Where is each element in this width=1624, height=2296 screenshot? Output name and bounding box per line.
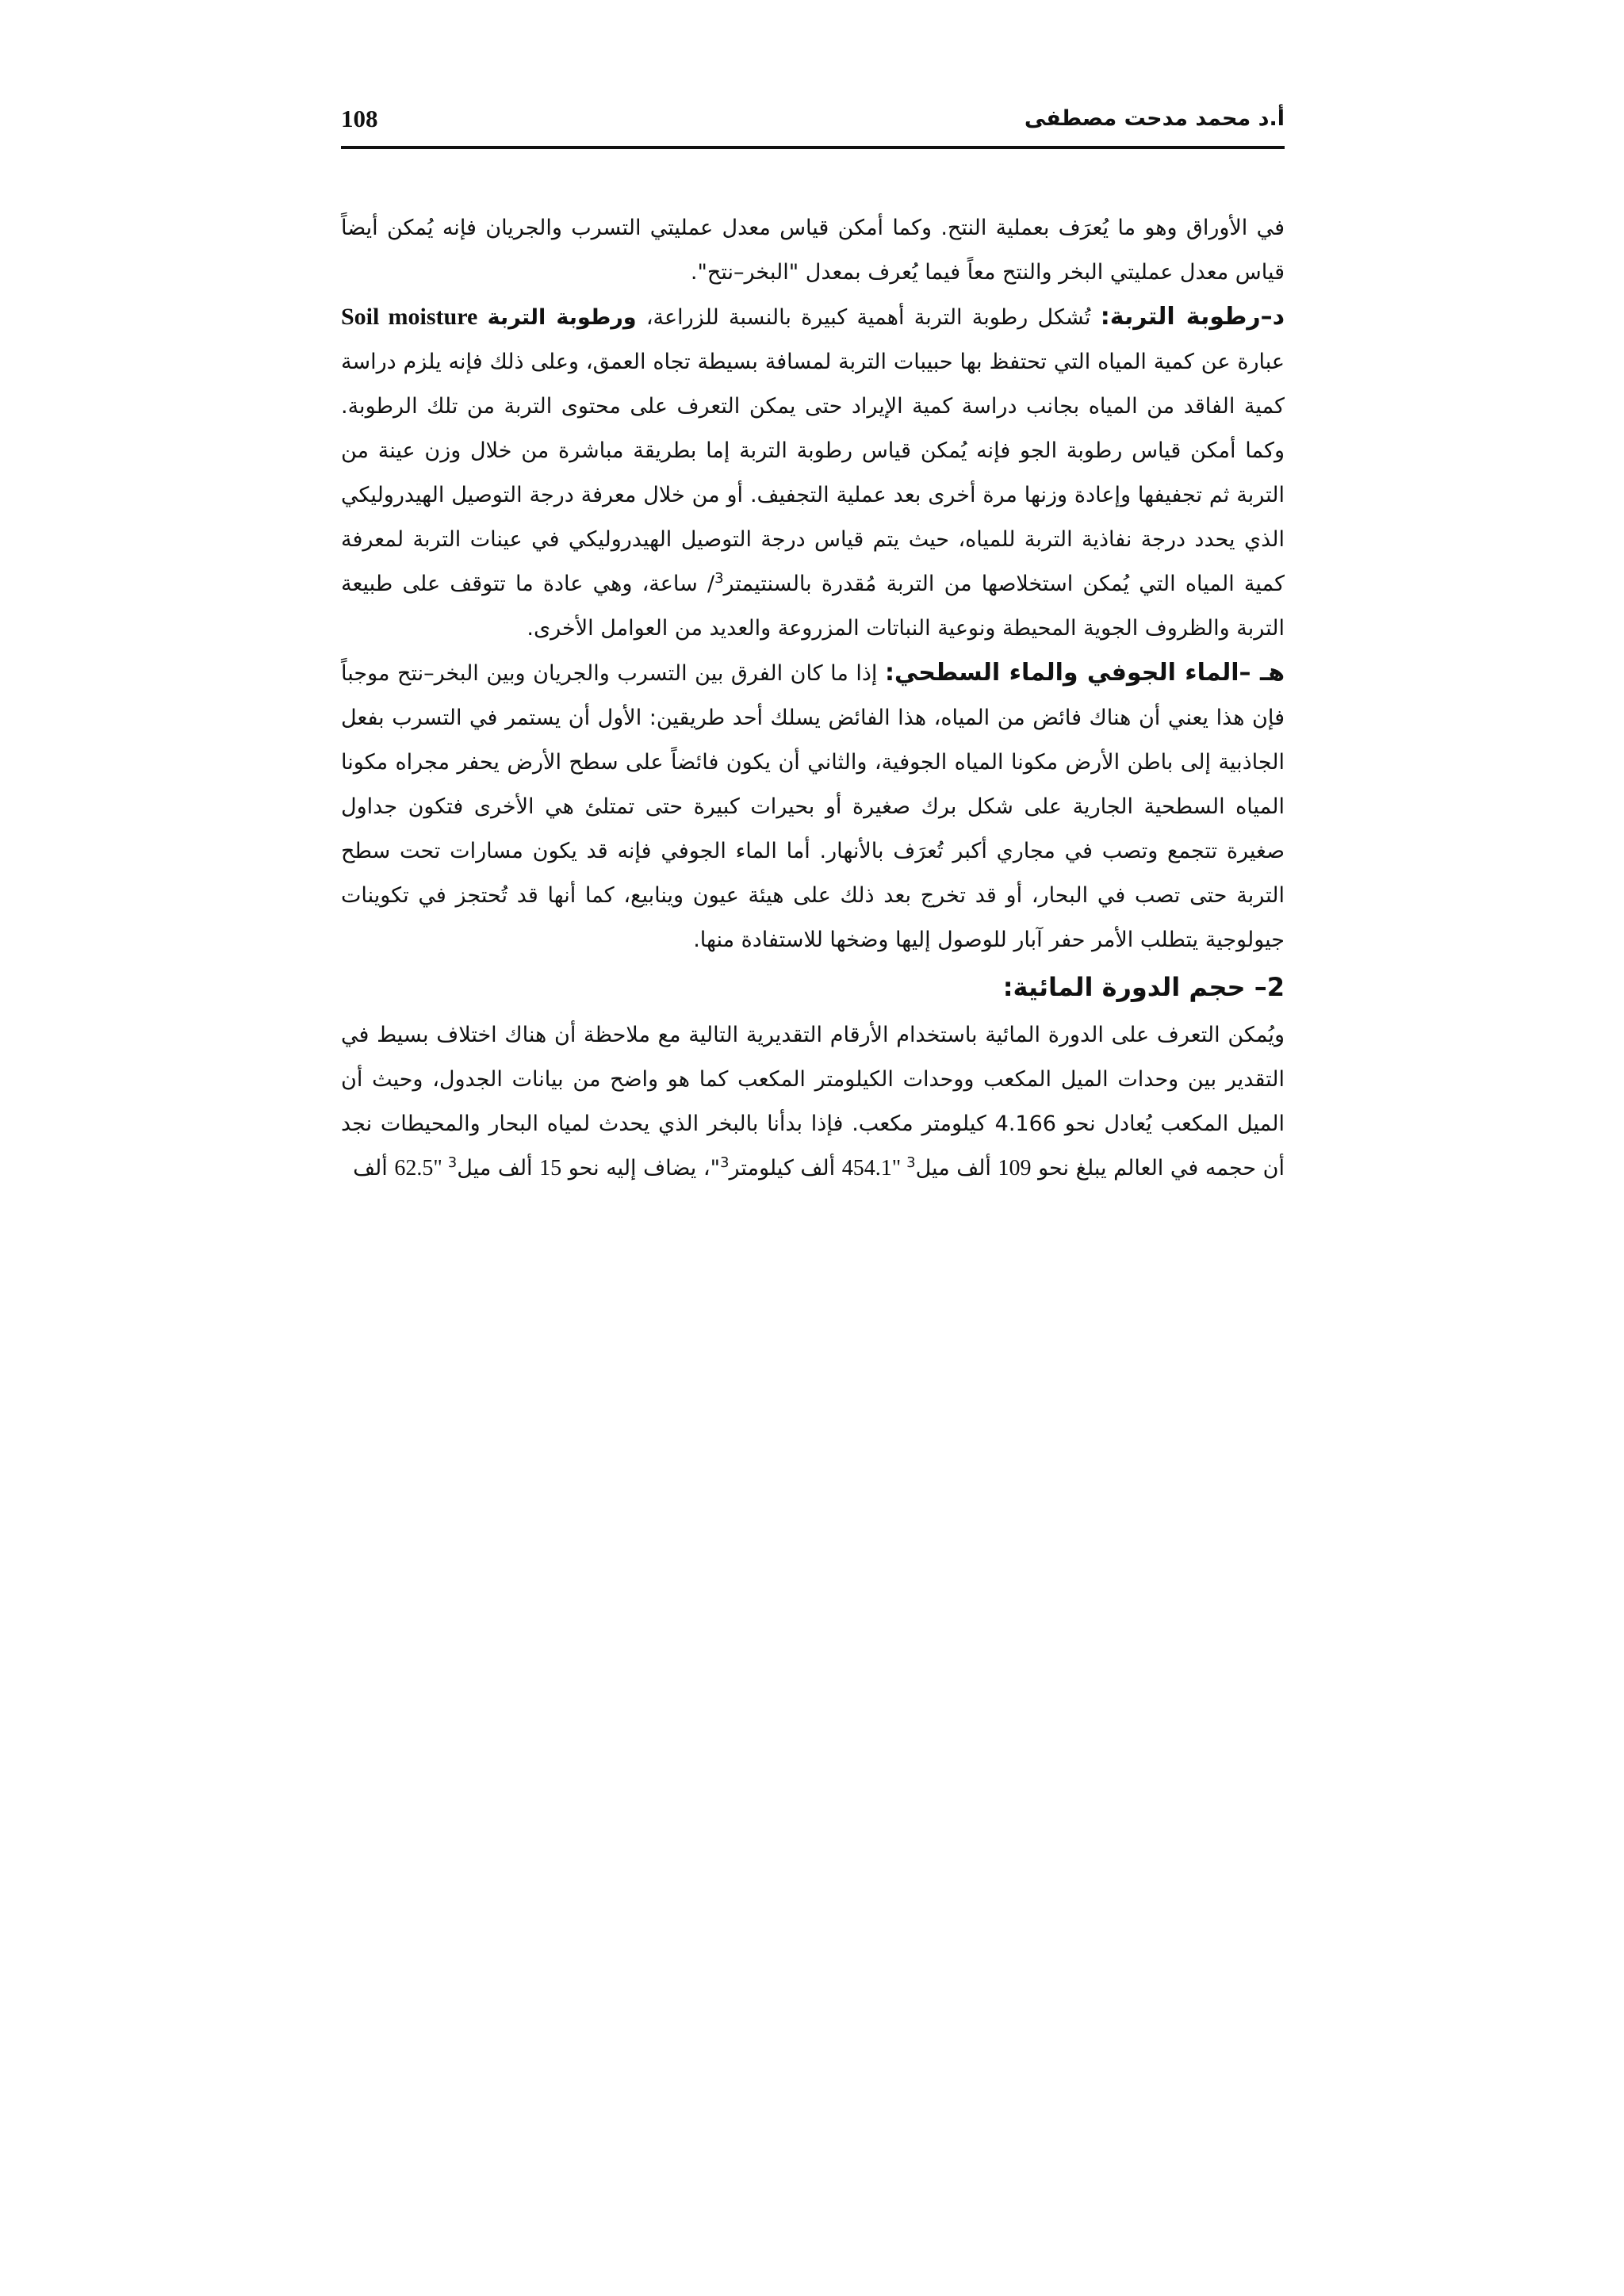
unit-thousand-trailing: ألف xyxy=(353,1156,395,1181)
unit-thousand-km: ألف كيلومتر xyxy=(729,1156,842,1181)
unit-thousand-miles: ألف ميل xyxy=(915,1156,998,1181)
unit-thousand-miles-2: ألف ميل xyxy=(457,1156,540,1181)
paragraph-groundwater xyxy=(341,651,1285,962)
superscript-cube: 3 xyxy=(714,570,724,587)
value-evaporation-miles: 109 xyxy=(998,1156,1032,1181)
soil-moisture-text-c: / ساعة، وهي عادة ما تتوقف على طبيعة التربة والظروف الجوية المحيطة ونوعية النباتات المزروعة والعديد من العوامل الأخرى. xyxy=(341,572,1285,641)
value-added-km: "62.5 xyxy=(394,1156,448,1181)
soil-moisture-term: ورطوبة التربة xyxy=(487,305,637,330)
heading-groundwater: هـ –الماء الجوفي والماء السطحي: xyxy=(884,659,1285,687)
water-cycle-text: ويُمكن التعرف على الدورة المائية باستخدام الأرقام التقديرية التالية مع ملاحظة أن هناك اختلاف بسيط في التقدير بين وحدات الميل المكعب ووحدات الكيلومتر المكعب كما هو واضح من بيانات الجدول، وحيث أن الميل المكعب يُعادل نحو 4.166 كيلومتر مكعب. فإذا بدأنا بالبخر الذي يحدث لمياه البحار والمحيطات نجد أن حجمه في العالم يبلغ نحو xyxy=(341,1023,1285,1181)
page-body xyxy=(341,206,1285,1191)
value-added-miles: 15 xyxy=(539,1156,562,1181)
superscript-cube: 3 xyxy=(447,1154,458,1171)
groundwater-text: إذا ما كان الفرق بين التسرب والجريان وبين البخر–نتح موجباً فإن هذا يعني أن هناك فائض من المياه، هذا الفائض يسلك أحد طريقين: الأول أن يستمر في التسرب بفعل الجاذبية إلى باطن الأرض مكونا المياه الجوفية، والثاني أن يكون فائضاً على سطح الأرض يحفر مجراه مكونا المياه السطحية الجارية على شكل برك صغيرة أو بحيرات كبيرة حتى تمتلئ هي الأخرى فتكون جداول صغيرة تتجمع وتصب في مجاري أكبر تُعرَف بالأنهار. أما الماء الجوفي فإنه قد يكون مسارات تحت سطح التربة حتى تصب في البحار، أو قد تخرج بعد ذلك على هيئة عيون وينابيع، كما أنها قد تُحتجز في تكوينات جيولوجية يتطلب الأمر حفر آبار للوصول إليها وضخها للاستفادة منها. xyxy=(341,661,1285,952)
soil-moisture-text-b: عبارة عن كمية المياه التي تحتفظ بها حبيبات التربة لمسافة بسيطة تجاه العمق، وعلى ذلك فإنه يلزم دراسة كمية الفاقد من المياه بجانب دراسة كمية الإيراد حتى يمكن التعرف على محتوى التربة من تلك الرطوبة. وكما أمكن قياس رطوبة الجو فإنه يُمكن قياس رطوبة التربة إما بطريقة مباشرة من خلال وزن عينة من التربة ثم تجفيفها وإعادة وزنها مرة أخرى بعد عملية التجفيف. أو من خلال معرفة درجة التوصيل الهيدروليكي الذي يحدد درجة نفاذية التربة للمياه، حيث يتم قياس درجة التوصيل الهيدروليكي في عينات التربة لمعرفة كمية المياه التي يُمكن استخلاصها من التربة مُقدرة بالسنتيمتر xyxy=(341,350,1285,596)
added-text: "، يضاف إليه نحو xyxy=(561,1156,720,1181)
superscript-cube: 3 xyxy=(906,1154,916,1171)
page-header xyxy=(341,95,1285,147)
paragraph-soil-moisture xyxy=(341,295,1285,651)
section-heading-water-cycle-volume: 2– حجم الدورة المائية: xyxy=(1002,972,1285,1002)
paragraph-transpiration: في الأوراق وهو ما يُعرَف بعملية النتح. وكما أمكن قياس معدل عمليتي التسرب والجريان فإنه يُمكن أيضاً قياس معدل عمليتي البخر والنتح معاً فيما يُعرف بمعدل "البخر–نتح". xyxy=(341,216,1285,285)
paragraph-water-cycle-volume xyxy=(341,1013,1285,1191)
header-rule xyxy=(341,146,1285,149)
document-page xyxy=(341,95,1285,1681)
soil-moisture-latin-term: Soil moisture xyxy=(341,304,478,330)
superscript-cube: 3 xyxy=(720,1154,730,1171)
value-evaporation-km: "454.1 xyxy=(841,1156,907,1181)
soil-moisture-text-a: تُشكل رطوبة التربة أهمية كبيرة بالنسبة للزراعة، xyxy=(636,305,1101,330)
page-number: 108 xyxy=(341,105,378,132)
heading-soil-moisture: د–رطوبة التربة: xyxy=(1100,303,1285,331)
running-header-author: أ.د محمد مدحت مصطفى xyxy=(1024,106,1285,131)
